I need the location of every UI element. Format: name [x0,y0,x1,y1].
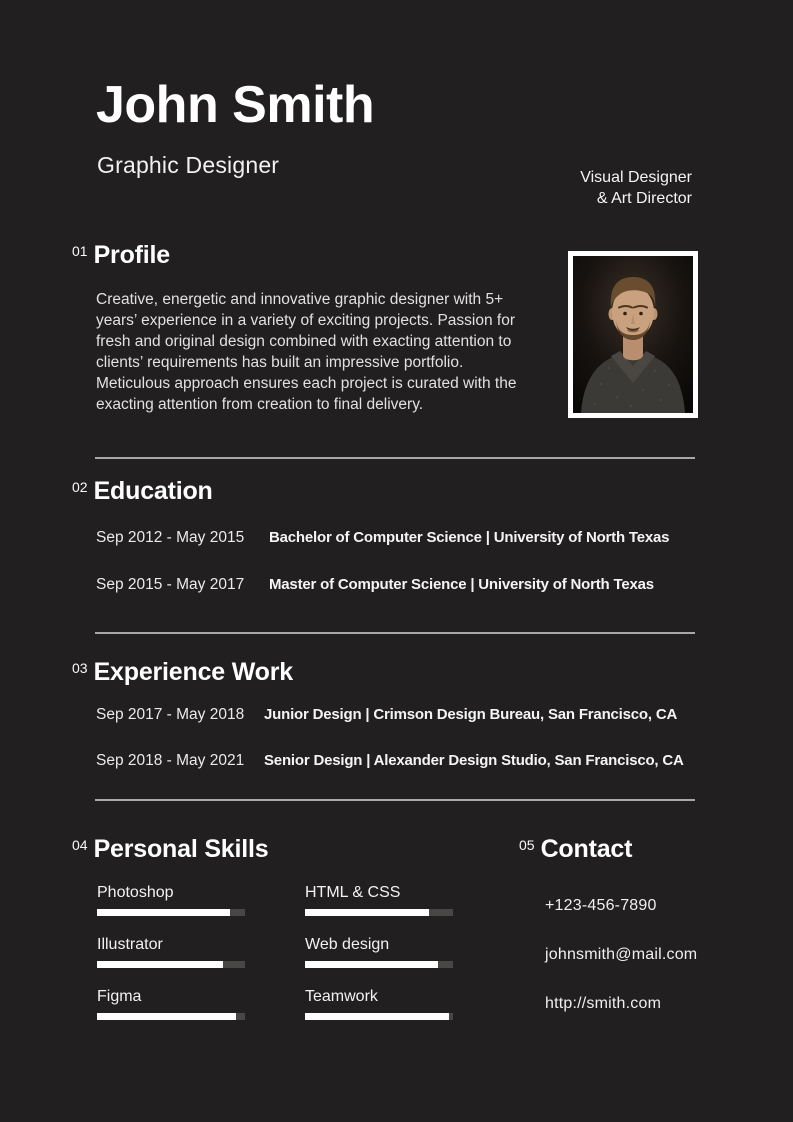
skill-bar-fill [97,1013,236,1020]
skill-item [97,936,245,968]
skill-bar-fill [97,909,230,916]
divider [95,457,695,459]
divider [95,632,695,634]
skill-item [305,988,453,1020]
skill-item [97,988,245,1020]
education-row [96,576,669,594]
section-heading-experience [72,659,293,687]
section-title-skills: Personal Skills [93,835,269,863]
skill-bar-fill [305,1013,449,1020]
skill-item [305,884,453,916]
skill-bar-track [97,961,245,968]
education-description: Bachelor of Computer Science | University of North Texas [269,529,670,546]
portrait-illustration [573,256,693,413]
skill-bar-track [97,1013,245,1020]
skill-bar-track [97,909,245,916]
skill-bar-track [305,909,453,916]
contact-list [545,897,697,1013]
education-rows [96,529,669,594]
experience-description: Junior Design | Crimson Design Bureau, San Francisco, CA [264,706,678,723]
experience-row [96,752,684,770]
skill-label: Web design [305,936,390,953]
section-number-experience: 03 [72,660,88,676]
skill-label: Teamwork [305,988,378,1005]
section-number-education: 02 [72,479,88,495]
contact-item: +123-456-7890 [545,897,657,914]
tagline [580,167,692,209]
section-title-contact: Contact [540,835,633,863]
contact-item: johnsmith@mail.com [545,946,698,963]
divider [95,799,695,801]
skill-item [305,936,453,968]
section-heading-education [72,478,213,506]
tagline-line-1: Visual Designer [580,169,692,186]
skill-bar-fill [305,961,438,968]
experience-dates: Sep 2018 - May 2021 [96,752,245,769]
skill-bar-track [305,961,453,968]
experience-row [96,706,684,724]
profile-photo [568,251,698,418]
skill-label: Photoshop [97,884,174,901]
skill-label: Figma [97,988,142,1005]
section-heading-skills [72,836,268,864]
section-title-education: Education [93,477,213,505]
skill-label: Illustrator [97,936,163,953]
section-number-skills: 04 [72,837,88,853]
skill-label: HTML & CSS [305,884,401,901]
skill-bar-fill [305,909,429,916]
education-dates: Sep 2012 - May 2015 [96,529,245,546]
experience-rows [96,706,684,770]
name-title: John Smith [96,76,375,134]
skill-bar-fill [97,961,223,968]
section-title-profile: Profile [93,241,170,269]
skill-item [97,884,245,916]
skill-bar-track [305,1013,453,1020]
education-dates: Sep 2015 - May 2017 [96,576,245,593]
education-description: Master of Computer Science | University of North Texas [269,576,654,593]
skills-grid [97,884,453,1020]
section-number-profile: 01 [72,243,88,259]
education-row [96,529,669,547]
section-number-contact: 05 [519,837,535,853]
profile-paragraph: Creative, energetic and innovative graphic designer with 5+ years’ experience in a variety of exciting projects. Passion for fresh and original design combined with exacting attention to clients’ requirements has built an impressive portfolio. Meticulous approach ensures each project is curated with the exacting attention from creation to final delivery. [96,291,517,413]
section-title-experience: Experience Work [93,658,293,686]
contact-item: http://smith.com [545,995,662,1012]
section-heading-contact [519,836,632,864]
tagline-line-2: & Art Director [596,190,692,207]
experience-dates: Sep 2017 - May 2018 [96,706,245,723]
experience-description: Senior Design | Alexander Design Studio, San Francisco, CA [264,752,684,769]
section-heading-profile [72,242,170,270]
job-title: Graphic Designer [97,152,280,178]
